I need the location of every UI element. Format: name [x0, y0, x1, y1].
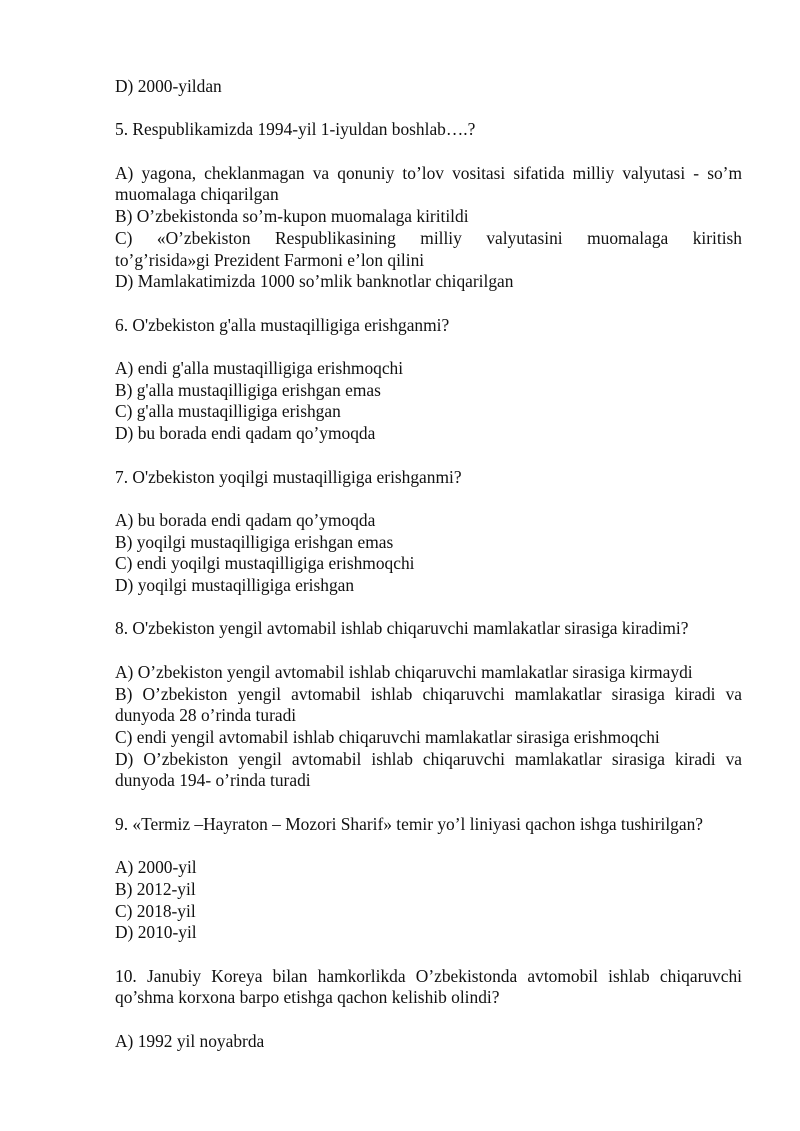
question-8: 8. O'zbekiston yengil avtomabil ishlab chiqaruvchi mamlakatlar sirasiga kiradimi? — [115, 618, 689, 639]
blank-line — [115, 141, 742, 163]
blank-line — [115, 640, 742, 662]
blank-line — [115, 944, 742, 966]
answer-option: B) O’zbekiston yengil avtomabil ishlab chiqaruvchi mamlakatlar sirasiga kiradi va — [115, 683, 742, 704]
question-9: 9. «Termiz –Hayraton – Mozori Sharif» temir yo’l liniyasi qachon ishga tushirilgan? — [115, 813, 703, 834]
document-page — [115, 76, 742, 1052]
answer-option: C) endi yoqilgi mustaqilligiga erishmoqchi — [115, 553, 415, 574]
blank-line — [115, 792, 742, 814]
blank-line — [115, 98, 742, 120]
answer-option: D) Mamlakatimizda 1000 so’mlik banknotlar chiqarilgan — [115, 271, 514, 292]
answer-option-continuation: muomalaga chiqarilgan — [115, 184, 279, 205]
answer-option: B) yoqilgi mustaqilligiga erishgan emas — [115, 531, 394, 552]
answer-option: C) g'alla mustaqilligiga erishgan — [115, 401, 341, 422]
blank-line — [115, 597, 742, 619]
question-7: 7. O'zbekiston yoqilgi mustaqilligiga erishganmi? — [115, 466, 462, 487]
blank-line — [115, 488, 742, 510]
answer-option-continuation: dunyoda 194- o’rinda turadi — [115, 770, 311, 791]
blank-line — [115, 293, 742, 315]
answer-option: A) bu borada endi qadam qo’ymoqda — [115, 509, 376, 530]
answer-option: C) «O’zbekiston Respublikasining milliy valyutasini muomalaga kiritish — [115, 227, 742, 248]
answer-option: D) yoqilgi mustaqilligiga erishgan — [115, 575, 355, 596]
answer-option: B) g'alla mustaqilligiga erishgan emas — [115, 379, 381, 400]
answer-option: A) 1992 yil noyabrda — [115, 1030, 265, 1051]
answer-option: C) endi yengil avtomabil ishlab chiqaruvchi mamlakatlar sirasiga erishmoqchi — [115, 726, 660, 747]
answer-option: D) 2000-yildan — [115, 76, 222, 96]
answer-option: B) 2012-yil — [115, 878, 196, 899]
blank-line — [115, 445, 742, 467]
question-6: 6. O'zbekiston g'alla mustaqilligiga erishganmi? — [115, 314, 450, 335]
answer-option-continuation: to’g’risida»gi Prezident Farmoni e’lon qilini — [115, 249, 425, 270]
answer-option: A) yagona, cheklanmagan va qonuniy to’lov vositasi sifatida milliy valyutasi - so’m — [115, 162, 742, 183]
answer-option: A) endi g'alla mustaqilligiga erishmoqchi — [115, 358, 404, 379]
answer-option: D) 2010-yil — [115, 922, 197, 943]
answer-option: D) bu borada endi qadam qo’ymoqda — [115, 423, 376, 444]
answer-option: A) 2000-yil — [115, 857, 197, 878]
answer-option-continuation: dunyoda 28 o’rinda turadi — [115, 705, 297, 726]
blank-line — [115, 835, 742, 857]
answer-option: D) O’zbekiston yengil avtomabil ishlab chiqaruvchi mamlakatlar sirasiga kiradi va — [115, 748, 742, 769]
question-5: 5. Respublikamizda 1994-yil 1-iyuldan boshlab….? — [115, 119, 476, 140]
answer-option: C) 2018-yil — [115, 900, 196, 921]
question-10: 10. Janubiy Koreya bilan hamkorlikda O’zbekistonda avtomobil ishlab chiqaruvchi — [115, 965, 742, 986]
blank-line — [115, 1009, 742, 1031]
blank-line — [115, 336, 742, 358]
question-10-continuation: qo’shma korxona barpo etishga qachon kelishib olindi? — [115, 987, 500, 1008]
answer-option: A) O’zbekiston yengil avtomabil ishlab chiqaruvchi mamlakatlar sirasiga kirmaydi — [115, 661, 693, 682]
answer-option: B) O’zbekistonda so’m-kupon muomalaga kiritildi — [115, 206, 469, 227]
